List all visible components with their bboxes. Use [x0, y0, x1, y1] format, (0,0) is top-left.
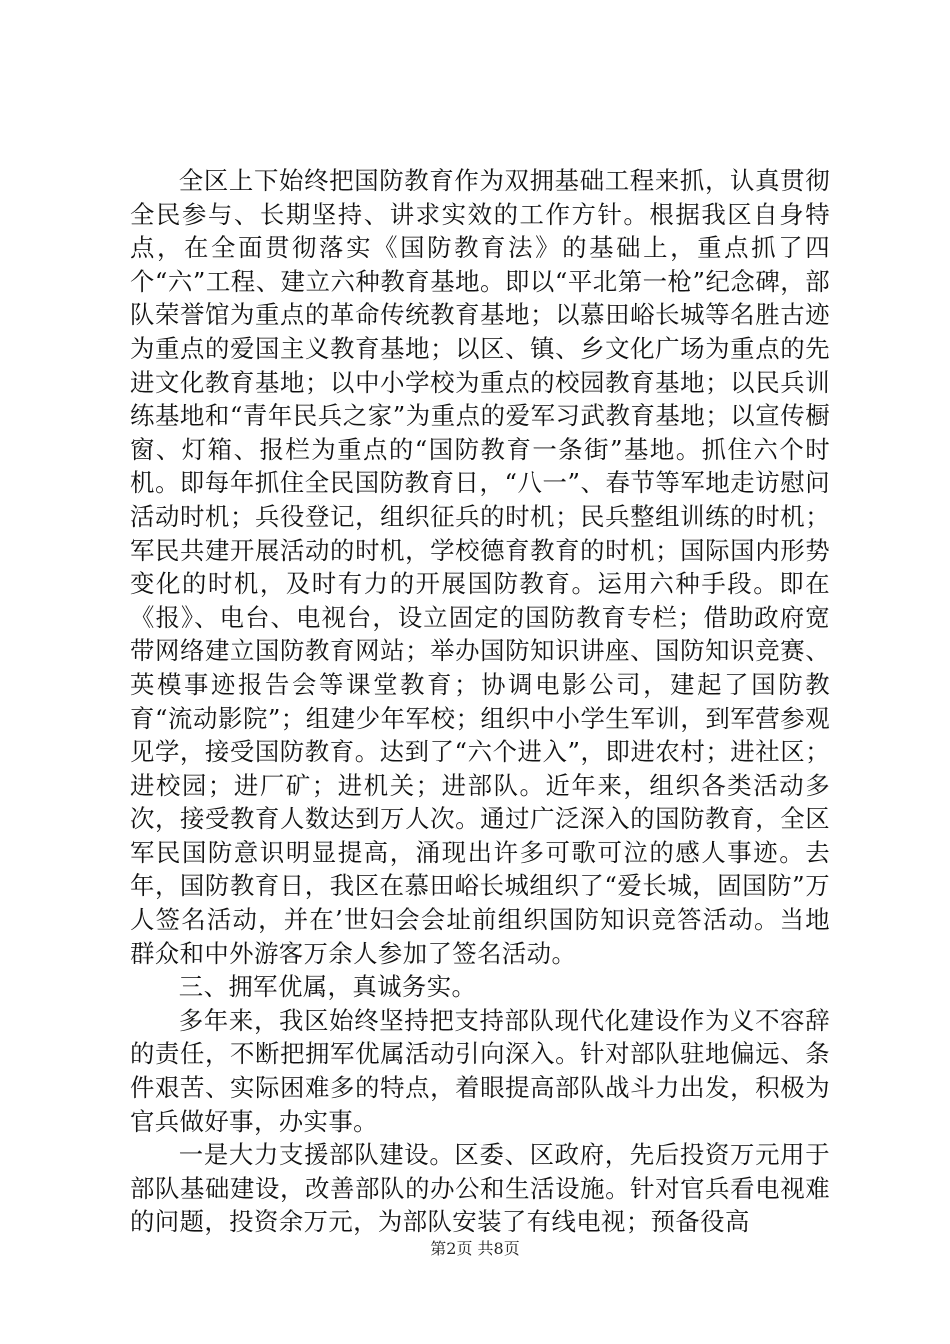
paragraph-national-defense-education: 全区上下始终把国防教育作为双拥基础工程来抓，认真贯彻全民参与、长期坚持、讲求实效的工作方针。根据我区自身特点，在全面贯彻落实《国防教育法》的基础上，重点抓了四个“六”工程、建立六种教育基地。即以“平北第一枪”纪念碑，部队荣誉馆为重点的革命传统教育基地；以慕田峪长城等名胜古迹为重点的爱国主义教育基地；以区、镇、乡文化广场为重点的先进文化教育基地；以中小学校为重点的校园教育基地；以民兵训练基地和“青年民兵之家”为重点的爱军习武教育基地；以宣传橱窗、灯箱、报栏为重点的“国防教育一条街”基地。抓住六个时机。即每年抓住全民国防教育日，“八一”、春节等军地走访慰问活动时机；兵役登记，组织征兵的时机；民兵整组训练的时机；军民共建开展活动的时机，学校德育教育的时机；国际国内形势变化的时机，及时有力的开展国防教育。运用六种手段。即在《报》、电台、电视台，设立固定的国防教育专栏；借助政府宽带网络建立国防教育网站；举办国防知识讲座、国防知识竞赛、英模事迹报告会等课堂教育；协调电影公司，建起了国防教育“流动影院”；组建少年军校；组织中小学生军训，到军营参观见学，接受国防教育。达到了“六个进入”，即进农村；进社区；进校园；进厂矿；进机关；进部队。近年来，组织各类活动多次，接受教育人数达到万人次。通过广泛深入的国防教育，全区军民国防意识明显提高，涌现出许多可歌可泣的感人事迹。去年，国防教育日，我区在慕田峪长城组织了“爱长城，固国防”万人签名活动，并在’世妇会会址前组织国防知识竞答活动。当地群众和中外游客万余人参加了签名活动。: [130, 166, 830, 968]
document-body: [130, 164, 830, 1239]
paragraph-army-construction: 一是大力支援部队建设。区委、区政府，先后投资万元用于部队基础建设，改善部队的办公和生活设施。针对官兵看电视难的问题，投资余万元，为部队安装了有线电视；预备役高: [130, 1140, 830, 1237]
paragraph-support-army: 多年来，我区始终坚持把支持部队现代化建设作为义不容辞的责任，不断把拥军优属活动引向深入。针对部队驻地偏远、条件艰苦、实际困难多的特点，着眼提高部队战斗力出发，积极为官兵做好事，办实事。: [130, 1005, 830, 1136]
page-footer: 第2页 共8页: [430, 1239, 520, 1258]
section-heading: 三、拥军优属，真诚务实。: [178, 972, 477, 1002]
